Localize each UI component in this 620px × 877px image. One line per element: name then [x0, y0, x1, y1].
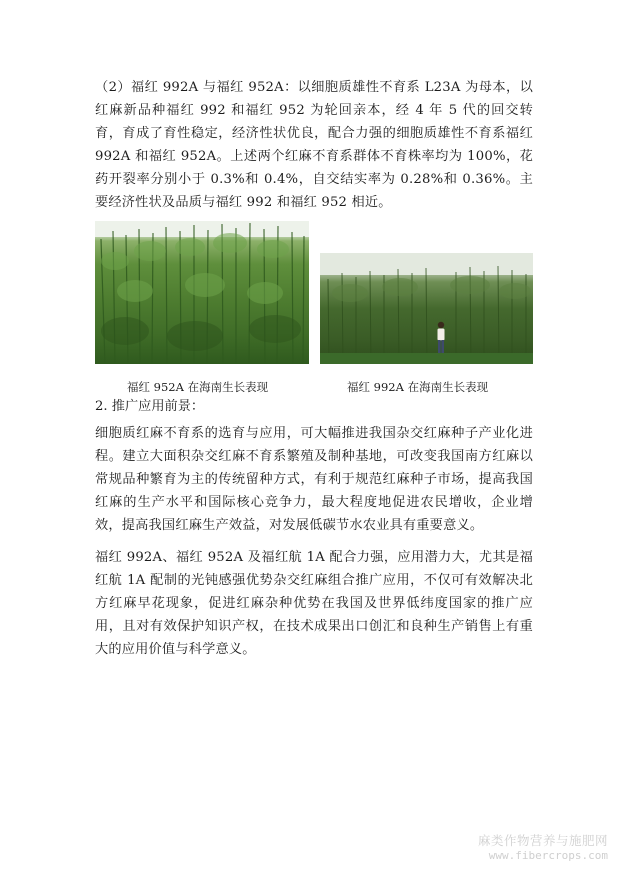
person-figure [438, 322, 445, 353]
paragraph-breeding-description: （2）福红 992A 与福红 952A：以细胞质雄性不育系 L23A 为母本，以红麻新品种福红 992 和福红 952 为轮回亲本，经 4 年 5 代的回交转育，育成了育性稳定，经济性状优良，配合力强的细胞质雄性不育系福红 992A 和福红 952A。上述两个红麻不育系群体不育株率均为 100%，花药开裂率分别小于 0.3%和 0.4%，自交结实率为 0.28%和 0.36%。主要经济性状及品质与福红 992 和福红 952 相近。 [95, 80, 533, 210]
watermark-url: www.fibercrops.com [488, 849, 608, 862]
photo-caption-right: 福红 992A 在海南生长表现 [347, 380, 489, 394]
photo-fuhong-992a-field [320, 253, 533, 364]
section-heading-application-prospects: 2. 推广应用前景： [95, 399, 205, 414]
site-watermark [478, 833, 608, 863]
paragraph-combining-ability: 福红 992A、福红 952A 及福红航 1A 配合力强，应用潜力大，尤其是福红航 1A 配制的光钝感强优势杂交红麻组合推广应用，不仅可有效解决北方红麻早花现象，促进红麻杂种优势在我国及世界低纬度国家的推广应用，且对有效保护知识产权，在技术成果出口创汇和良种生产销售上有重大的应用价值与科学意义。 [95, 550, 533, 657]
kenaf-field-illustration-left [95, 221, 309, 364]
photo-fuhong-952a-field [95, 221, 309, 364]
watermark-title: 麻类作物营养与施肥网 [477, 833, 608, 848]
photo-caption-left: 福红 952A 在海南生长表现 [127, 380, 269, 394]
kenaf-field-illustration-right [320, 253, 533, 364]
paragraph-application-prospects: 细胞质红麻不育系的选育与应用，可大幅推进我国杂交红麻种子产业化进程。建立大面积杂交红麻不育系繁殖及制种基地，可改变我国南方红麻以常规品种繁育为主的传统留种方式，有利于规范红麻种子市场，提高我国红麻的生产水平和国际核心竞争力，最大程度地促进农民增收，企业增效，提高我国红麻生产效益，对发展低碳节水农业具有重要意义。 [95, 426, 533, 533]
